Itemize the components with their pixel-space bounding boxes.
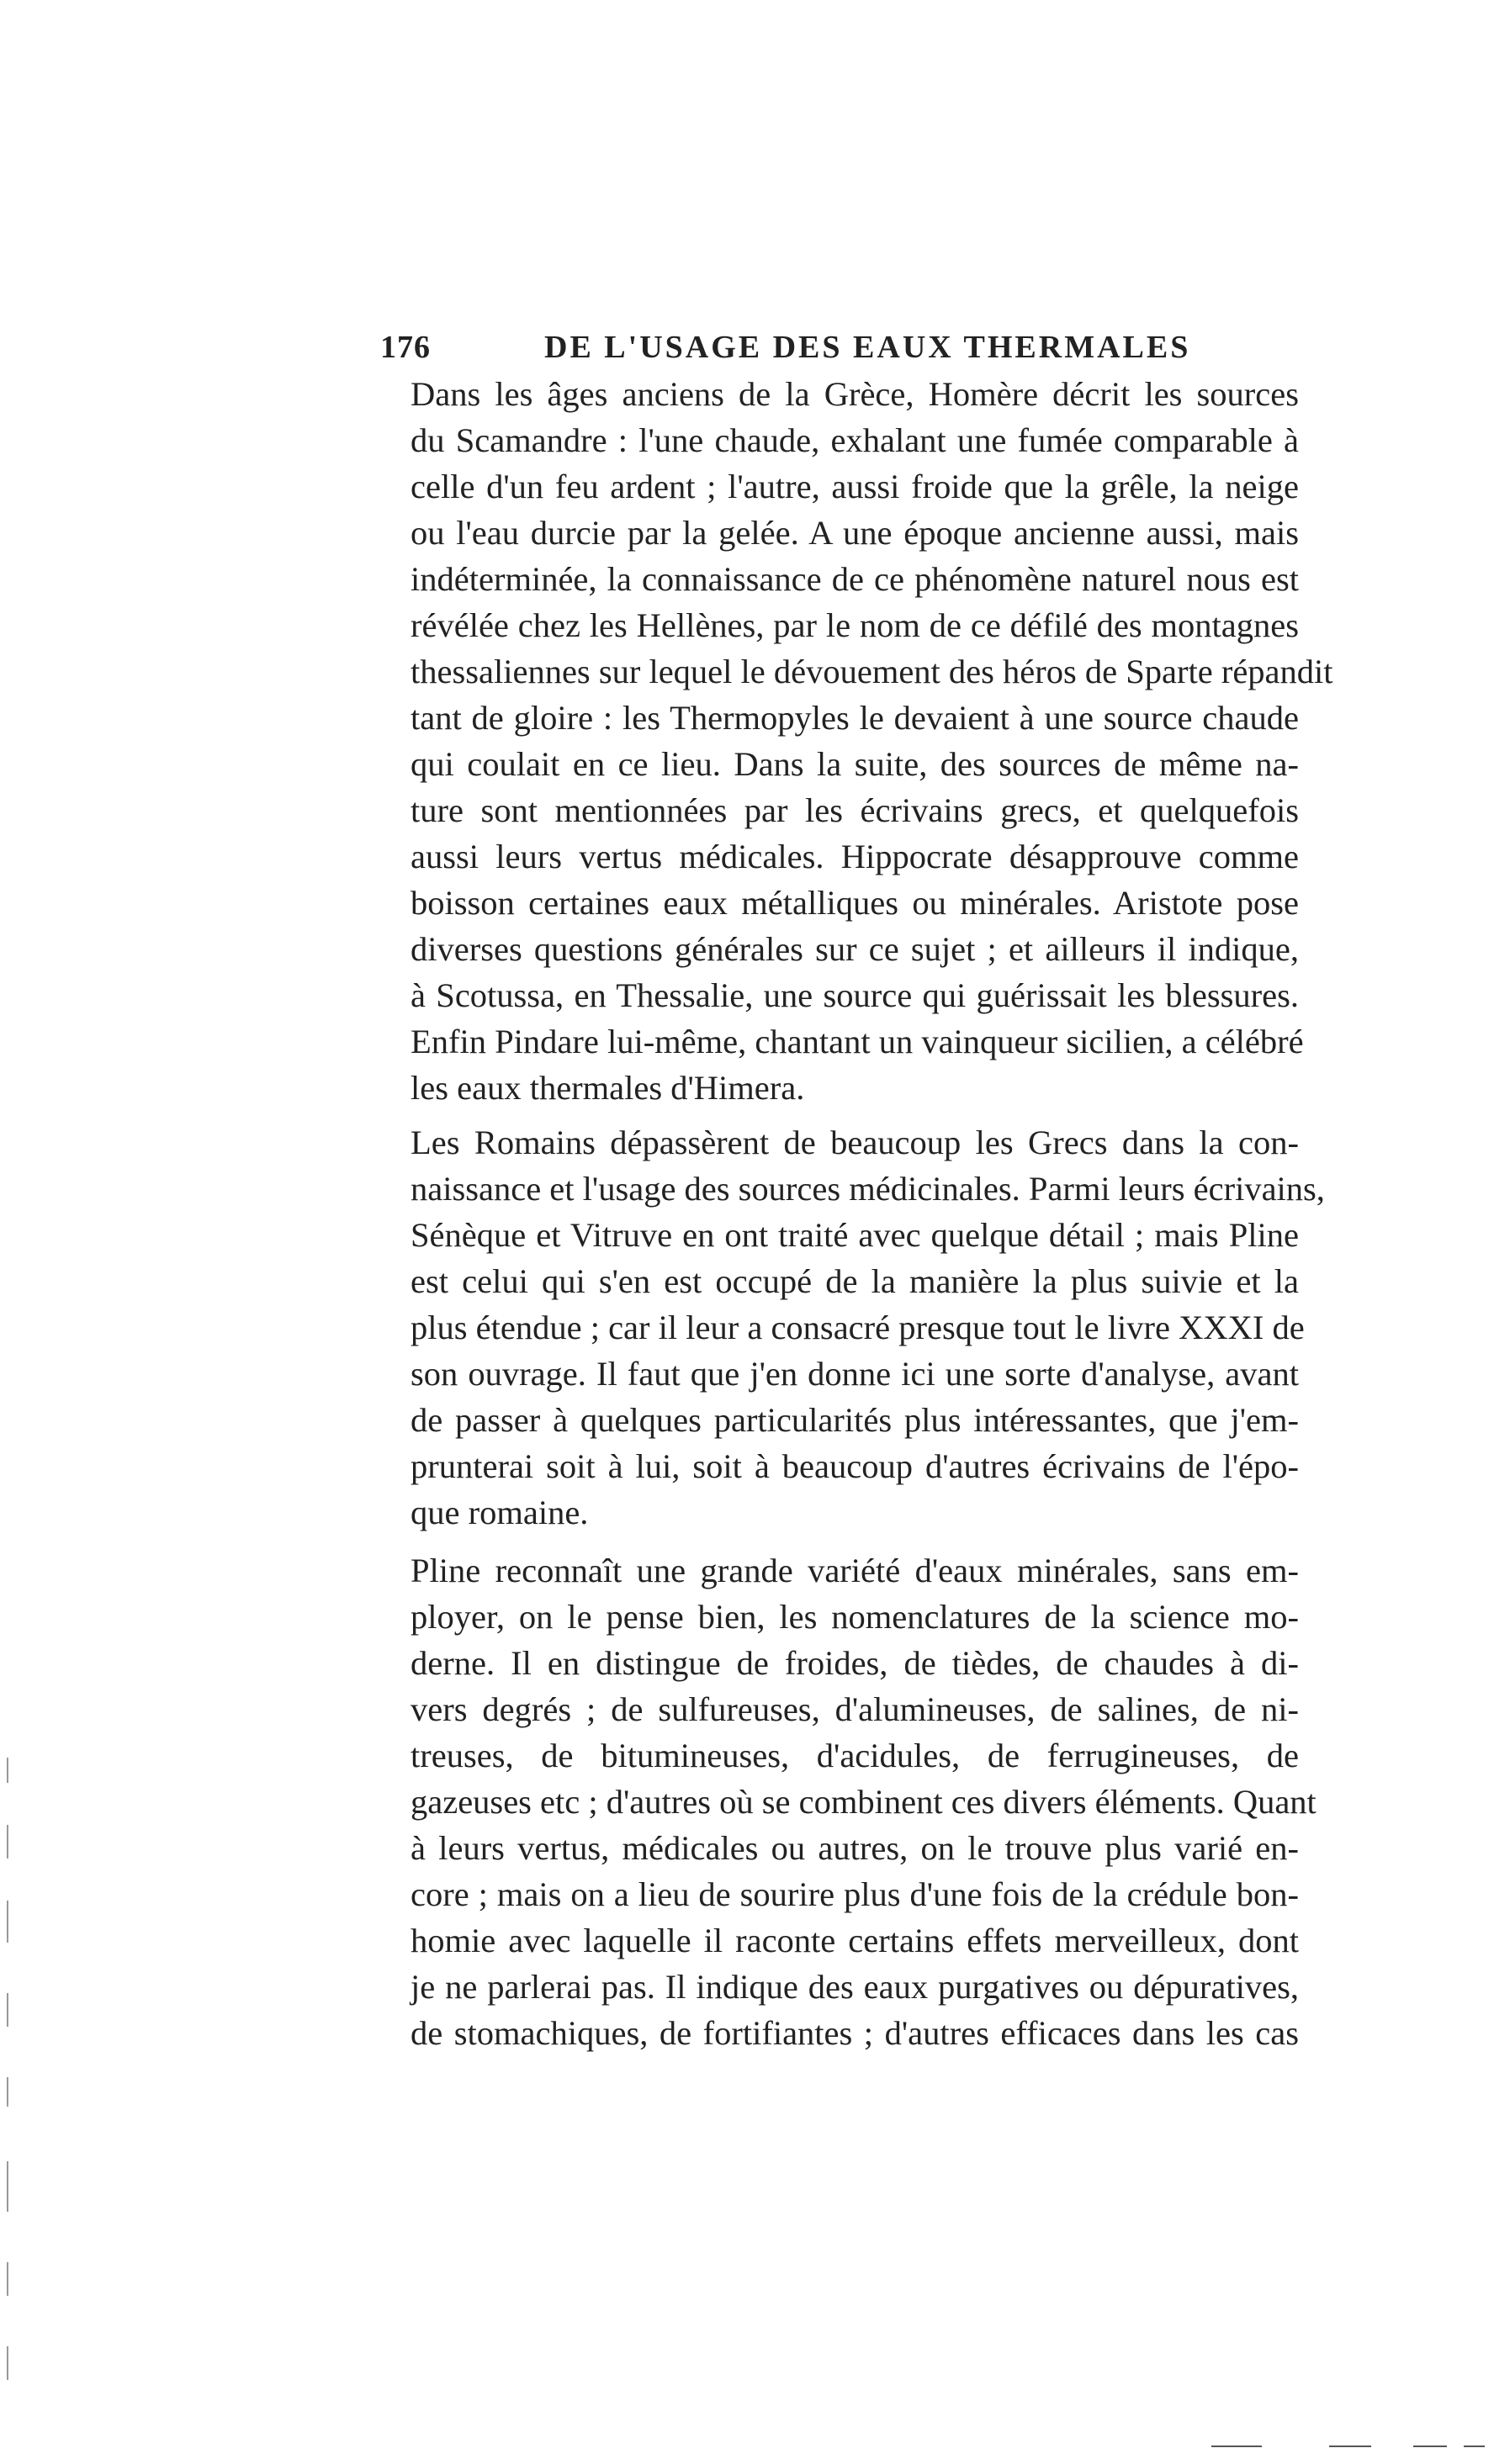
text-line: à leurs vertus, médicales ou autres, on le trouve plus varié en-	[411, 1829, 1299, 1867]
text-line: de stomachiques, de fortifiantes ; d'autres efficaces dans les cas	[411, 2014, 1299, 2052]
text-line: naissance et l'usage des sources médicinales. Parmi leurs écrivains,	[411, 1170, 1325, 1208]
text-line: ployer, on le pense bien, les nomenclatures de la science mo-	[411, 1598, 1299, 1636]
scan-margin-marks	[0, 1724, 25, 2397]
text-line: à Scotussa, en Thessalie, une source qui guérissait les blessures.	[411, 976, 1299, 1014]
scan-mark	[1464, 2445, 1485, 2447]
text-line: Pline reconnaît une grande variété d'eaux minérales, sans em-	[411, 1552, 1299, 1589]
scan-mark	[7, 1825, 8, 1859]
scan-mark	[7, 1993, 8, 2027]
paragraph-pliny	[380, 1547, 1317, 2056]
scan-mark	[7, 1901, 8, 1943]
scan-mark	[7, 2161, 8, 2212]
text-line: diverses questions générales sur ce sujet ; et ailleurs il indique,	[411, 930, 1299, 968]
text-line: derne. Il en distingue de froides, de tièdes, de chaudes à di-	[411, 1644, 1299, 1682]
page-number: 176	[380, 330, 431, 365]
text-line: ture sont mentionnées par les écrivains grecs, et quelquefois	[411, 791, 1299, 829]
running-head	[380, 324, 1299, 371]
paragraph-greeks	[380, 371, 1333, 1111]
text-line: aussi leurs vertus médicales. Hippocrate désapprouve comme	[411, 838, 1299, 875]
scan-mark	[7, 1758, 8, 1783]
text-line: Dans les âges anciens de la Grèce, Homère décrit les sources	[411, 375, 1299, 413]
scan-edge-marks	[1211, 2445, 1489, 2449]
text-line: qui coulait en ce lieu. Dans la suite, des sources de même na-	[411, 745, 1299, 783]
text-line: ou l'eau durcie par la gelée. A une époque ancienne aussi, mais	[411, 514, 1299, 552]
text-line: que romaine.	[411, 1494, 589, 1531]
text-line: gazeuses etc ; d'autres où se combinent ces divers éléments. Quant	[411, 1783, 1317, 1821]
text-line: treuses, de bitumineuses, d'acidules, de ferrugineuses, de	[411, 1737, 1299, 1774]
text-line: est celui qui s'en est occupé de la manière la plus suivie et la	[411, 1262, 1299, 1300]
text-line: Les Romains dépassèrent de beaucoup les Grecs dans la con-	[411, 1124, 1299, 1161]
text-line: je ne parlerai pas. Il indique des eaux purgatives ou dépuratives,	[411, 1968, 1299, 2006]
scan-mark	[1413, 2445, 1447, 2447]
scan-mark	[1211, 2445, 1262, 2447]
text-line: celle d'un feu ardent ; l'autre, aussi froide que la grêle, la neige	[411, 468, 1299, 505]
text-line: plus étendue ; car il leur a consacré presque tout le livre XXXI de	[411, 1309, 1305, 1346]
text-line: Sénèque et Vitruve en ont traité avec quelque détail ; mais Pline	[411, 1216, 1299, 1254]
book-page	[380, 324, 1333, 2056]
text-line: vers degrés ; de sulfureuses, d'alumineuses, de salines, de ni-	[411, 1690, 1299, 1728]
text-line: prunterai soit à lui, soit à beaucoup d'autres écrivains de l'épo-	[411, 1447, 1299, 1485]
text-line: de passer à quelques particularités plus intéressantes, que j'em-	[411, 1401, 1299, 1439]
scan-mark	[1329, 2445, 1371, 2447]
text-line: homie avec laquelle il raconte certains effets merveilleux, dont	[411, 1922, 1299, 1959]
text-line: core ; mais on a lieu de sourire plus d'une fois de la crédule bon-	[411, 1875, 1299, 1913]
text-line: révélée chez les Hellènes, par le nom de ce défilé des montagnes	[411, 606, 1299, 644]
scan-mark	[7, 2262, 8, 2296]
scan-mark	[7, 2077, 8, 2107]
scan-mark	[7, 2346, 8, 2380]
text-line: boisson certaines eaux métalliques ou minérales. Aristote pose	[411, 884, 1299, 922]
text-line: thessaliennes sur lequel le dévouement des héros de Sparte répandit	[411, 653, 1333, 690]
paragraph-romans	[380, 1119, 1325, 1536]
text-line: indéterminée, la connaissance de ce phénomène naturel nous est	[411, 560, 1299, 598]
text-line: Enfin Pindare lui-même, chantant un vainqueur sicilien, a célébré	[411, 1023, 1304, 1060]
text-line: tant de gloire : les Thermopyles le devaient à une source chaude	[411, 699, 1299, 737]
running-title: DE L'USAGE DES EAUX THERMALES	[544, 330, 1191, 365]
text-line: son ouvrage. Il faut que j'en donne ici une sorte d'analyse, avant	[411, 1355, 1299, 1393]
text-line: les eaux thermales d'Himera.	[411, 1069, 805, 1107]
text-line: du Scamandre : l'une chaude, exhalant une fumée comparable à	[411, 421, 1299, 459]
